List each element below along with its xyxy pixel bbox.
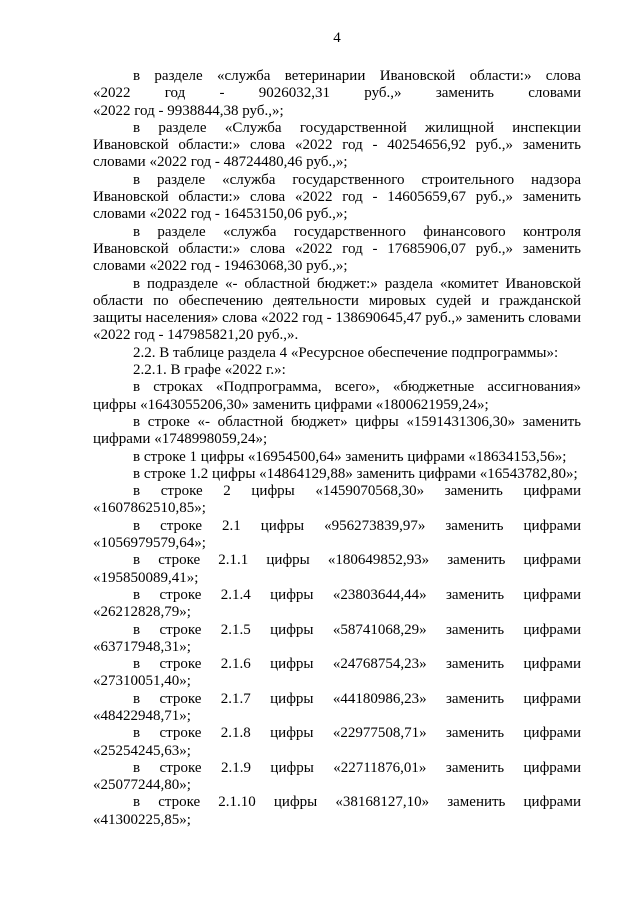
word: строке <box>160 517 203 534</box>
word: 2.1.8 <box>220 725 251 742</box>
paragraph <box>93 552 581 587</box>
word: 2.1.1 <box>218 552 249 569</box>
text-line <box>93 85 581 102</box>
word: цифрами <box>523 759 581 776</box>
paragraph: в разделе «Служба государственной жилищной инспекции Ивановской области:» слова «2022 год - 40254656,92 руб.,» заменить словами «2022 год - 48724480,46 руб.,»; <box>93 119 581 171</box>
word: цифрами <box>523 656 581 673</box>
word: строке <box>159 725 202 742</box>
word: цифрами <box>523 552 581 569</box>
word: заменить <box>445 725 505 742</box>
word: заменить <box>435 85 494 102</box>
paragraph <box>93 760 581 795</box>
paragraph: 2.2.1. В графе «2022 г.»: <box>133 362 286 379</box>
word: строке <box>159 586 202 603</box>
word: «22711876,01» <box>333 759 427 776</box>
word: цифры <box>270 759 314 776</box>
paragraph <box>93 483 581 518</box>
word: в <box>133 690 141 707</box>
paragraph <box>93 691 581 726</box>
word: «956273839,97» <box>324 517 426 534</box>
word: в <box>133 794 141 811</box>
word: 2.1.9 <box>220 759 251 776</box>
word: цифрами <box>523 725 581 742</box>
word: строке <box>159 656 202 673</box>
word: цифры <box>266 552 310 569</box>
paragraph: в подразделе «- областной бюджет:» раздела «комитет Ивановской области по обеспечению деятельности мировых судей и гражданской защиты населения» слова «2022 год - 138690645,47 руб.,» заменить словами «2022 год - 147985821,20 руб.,». <box>93 275 581 344</box>
word: «24768754,23» <box>332 656 427 673</box>
word: в <box>133 656 141 673</box>
word: 2.1.4 <box>220 586 251 603</box>
paragraph-tail: «41300225,85»; <box>93 811 191 828</box>
word: строке <box>159 759 202 776</box>
word: строке <box>159 621 202 638</box>
text-line <box>93 656 581 673</box>
word: заменить <box>444 483 503 500</box>
paragraph: в строке «- областной бюджет» цифры «1591431306,30» заменить цифрами «1748998059,24»; <box>93 413 581 448</box>
word: «38168127,10» <box>335 794 430 811</box>
paragraph <box>93 68 581 120</box>
word: 2.1 <box>222 517 241 534</box>
paragraph-tail: «63717948,31»; <box>93 638 191 655</box>
word: цифры <box>273 794 318 811</box>
paragraph-tail: «25254245,63»; <box>93 742 191 759</box>
paragraph-tail: «48422948,71»; <box>93 707 191 724</box>
word: цифры <box>270 725 314 742</box>
text-line <box>93 691 581 708</box>
text-line <box>93 483 581 500</box>
word: цифрами <box>523 690 581 707</box>
paragraph <box>93 725 581 760</box>
word: 2.1.5 <box>220 621 251 638</box>
word: год <box>164 85 186 102</box>
text-line <box>93 622 581 639</box>
word: - <box>219 85 225 102</box>
paragraph-tail: «195850089,41»; <box>93 569 199 586</box>
word: цифрами <box>523 621 581 638</box>
word: цифры <box>260 517 305 534</box>
word: заменить <box>445 621 505 638</box>
word: «58741068,29» <box>332 621 427 638</box>
text-line <box>93 760 581 777</box>
paragraph: 2.2. В таблице раздела 4 «Ресурсное обеспечение подпрограммы»: <box>133 344 559 361</box>
word: «22977508,71» <box>332 725 427 742</box>
word: 9026032,31 <box>258 85 331 102</box>
word: цифрами <box>523 483 581 500</box>
word: 2.1.10 <box>218 794 256 811</box>
paragraph <box>93 518 581 553</box>
paragraph-tail: «26212828,79»; <box>93 604 191 621</box>
word: в <box>133 517 141 534</box>
word: в <box>133 621 141 638</box>
paragraph <box>93 622 581 657</box>
word: слова <box>545 68 581 84</box>
paragraph-tail: «1056979579,64»; <box>93 535 206 552</box>
word: в <box>133 552 141 569</box>
paragraph: в разделе «служба государственного строительного надзора Ивановской области:» слова «2022 год - 14605659,67 руб.,» заменить словами «2022 год - 16453150,06 руб.,»; <box>93 171 581 223</box>
paragraph-tail: «2022 год - 9938844,38 руб.,»; <box>93 102 284 119</box>
word: 2 <box>223 483 231 500</box>
word: словами <box>528 85 581 102</box>
text-line <box>93 725 581 742</box>
word: цифрами <box>523 517 581 534</box>
word: строке <box>158 794 201 811</box>
page-number: 4 <box>333 30 341 46</box>
word: заменить <box>447 794 506 811</box>
word: «1459070568,30» <box>315 483 425 500</box>
word: ветеринарии <box>284 68 366 84</box>
text-line <box>93 68 581 85</box>
document-body <box>93 68 581 829</box>
word: цифрами <box>523 586 581 603</box>
word: заменить <box>445 656 505 673</box>
text-line <box>93 587 581 604</box>
paragraph <box>93 794 581 829</box>
paragraph <box>93 656 581 691</box>
word: руб.,» <box>364 85 402 102</box>
word: 2.1.6 <box>220 656 251 673</box>
word: разделе <box>154 68 203 84</box>
word: в <box>133 68 141 84</box>
word: «23803644,44» <box>332 586 427 603</box>
word: заменить <box>445 586 505 603</box>
text-line <box>93 518 581 535</box>
word: Ивановской <box>379 68 456 84</box>
paragraph: в разделе «служба государственного финансового контроля Ивановской области:» слова «2022 год - 17685906,07 руб.,» заменить словами «2022 год - 19463068,30 руб.,»; <box>93 223 581 275</box>
word: в <box>133 725 141 742</box>
text-line <box>93 552 581 569</box>
paragraph: в строках «Подпрограмма, всего», «бюджетные ассигнования» цифры «1643055206,30» заменить цифрами «1800621959,24»; <box>93 379 581 413</box>
paragraph: в строке 1.2 цифры «14864129,88» заменить цифрами «16543782,80»; <box>133 465 578 482</box>
word: цифры <box>270 656 314 673</box>
word: в <box>133 759 141 776</box>
word: заменить <box>445 517 504 534</box>
word: цифры <box>270 621 314 638</box>
word: области:» <box>469 68 532 84</box>
word: заменить <box>447 552 506 569</box>
word: «служба <box>217 68 271 84</box>
word: «2022 <box>93 85 131 102</box>
word: строке <box>158 552 201 569</box>
word: в <box>133 483 141 500</box>
paragraph <box>93 587 581 622</box>
word: цифры <box>270 690 314 707</box>
word: «44180986,23» <box>332 690 427 707</box>
word: «180649852,93» <box>327 552 430 569</box>
word: заменить <box>445 690 505 707</box>
text-line <box>93 794 581 811</box>
paragraph-tail: «1607862510,85»; <box>93 500 206 517</box>
word: 2.1.7 <box>220 690 251 707</box>
word: заменить <box>445 759 505 776</box>
word: строке <box>159 690 202 707</box>
paragraph-tail: «25077244,80»; <box>93 777 191 794</box>
word: цифры <box>270 586 314 603</box>
paragraph: в строке 1 цифры «16954500,64» заменить цифрами «18634153,56»; <box>133 448 567 465</box>
word: строке <box>160 483 203 500</box>
paragraph-tail: «27310051,40»; <box>93 673 191 690</box>
word: в <box>133 586 141 603</box>
word: цифрами <box>523 794 581 811</box>
word: цифры <box>251 483 295 500</box>
